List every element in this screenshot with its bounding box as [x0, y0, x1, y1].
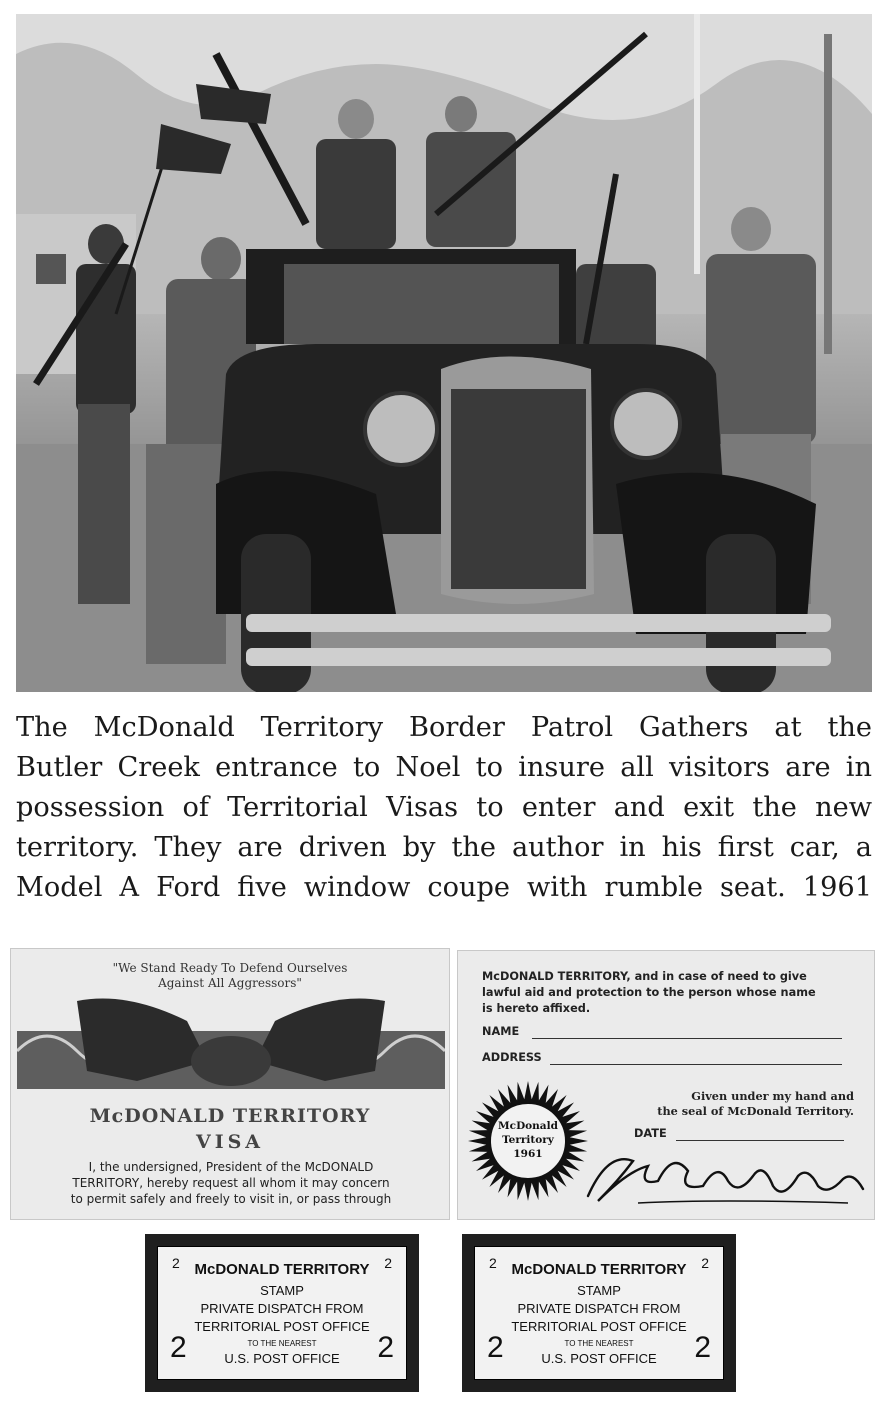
intro-line: lawful aid and protection to the person whose name: [482, 986, 816, 999]
stamp-corner-value: 2: [377, 1331, 394, 1364]
visa-body-line: TERRITORY, hereby request all whom it may concern: [72, 1176, 390, 1190]
visa-quote-line: "We Stand Ready To Defend Ourselves: [112, 961, 348, 975]
name-label: NAME: [482, 1025, 520, 1038]
stamp-text: TO THE NEAREST: [247, 1339, 317, 1348]
caption-line: territory. They are driven by the author in his first car, a: [16, 832, 872, 863]
stamp-text: U.S. POST OFFICE: [541, 1351, 657, 1366]
stamp-text: PRIVATE DISPATCH FROM: [517, 1301, 681, 1316]
signature-icon: [578, 1141, 868, 1211]
seal-text: [466, 1119, 590, 1161]
seal-line: Territory: [502, 1134, 554, 1146]
seal-line: 1961: [513, 1148, 543, 1160]
caption-line: The McDonald Territory Border Patrol Gathers at the: [16, 712, 872, 743]
territory-stamp: [145, 1234, 419, 1392]
stamp-face: [474, 1246, 724, 1380]
caption-line: Butler Creek entrance to Noel to insure all visitors are in: [16, 752, 872, 783]
name-field[interactable]: [532, 1037, 842, 1039]
intro-line: McDONALD TERRITORY, and in case of need to give: [482, 970, 807, 983]
given-statement: [634, 1089, 854, 1119]
given-line: the seal of McDonald Territory.: [657, 1104, 854, 1118]
visa-body-line: to permit safely and freely to visit in, or pass through: [70, 1192, 392, 1206]
stamp-title: McDONALD TERRITORY: [194, 1261, 370, 1278]
stamp-corner-value: 2: [701, 1255, 709, 1271]
given-line: Given under my hand and: [691, 1089, 854, 1103]
visa-card-back: [457, 950, 875, 1220]
stamp-corner-value: 2: [489, 1255, 497, 1271]
stamp-corner-value: 2: [170, 1331, 187, 1364]
visa-body-line: I, the undersigned, President of the McDONALD: [88, 1160, 374, 1174]
territory-stamp: [462, 1234, 736, 1392]
caption-line: Model A Ford five window coupe with rumble seat. 1961: [16, 872, 872, 903]
visa-back-intro: [482, 969, 862, 1017]
border-patrol-photo: [16, 14, 872, 692]
visa-body: [31, 1159, 431, 1207]
stamp-text: TO THE NEAREST: [564, 1339, 634, 1348]
stamp-label: STAMP: [260, 1283, 304, 1298]
caption-line: possession of Territorial Visas to enter and exit the new: [16, 792, 872, 823]
visa-quote: [11, 961, 449, 991]
stamp-text: TERRITORIAL POST OFFICE: [194, 1319, 370, 1334]
intro-line: is hereto affixed.: [482, 1002, 591, 1015]
stamp-label: STAMP: [577, 1283, 621, 1298]
date-label: DATE: [634, 1127, 667, 1140]
address-field[interactable]: [550, 1063, 842, 1065]
photo-caption: [16, 708, 872, 908]
seal-line: McDonald: [498, 1120, 558, 1132]
stamp-text: TERRITORIAL POST OFFICE: [511, 1319, 687, 1334]
stamp-corner-value: 2: [384, 1255, 392, 1271]
stamp-title: McDONALD TERRITORY: [511, 1261, 687, 1278]
visa-quote-line: Against All Aggressors": [158, 976, 302, 990]
stamp-text: U.S. POST OFFICE: [224, 1351, 340, 1366]
visa-subtitle: VISA: [195, 1131, 265, 1153]
visa-title: McDONALD TERRITORY: [89, 1105, 371, 1127]
stamp-corner-value: 2: [694, 1331, 711, 1364]
stamp-face: [157, 1246, 407, 1380]
stamp-corner-value: 2: [487, 1331, 504, 1364]
stamp-text: PRIVATE DISPATCH FROM: [200, 1301, 364, 1316]
stamp-corner-value: 2: [172, 1255, 180, 1271]
address-label: ADDRESS: [482, 1051, 542, 1064]
vintage-photo-icon: [16, 14, 872, 692]
visa-card-front: [10, 948, 450, 1220]
eagle-engraving-icon: [17, 991, 445, 1091]
